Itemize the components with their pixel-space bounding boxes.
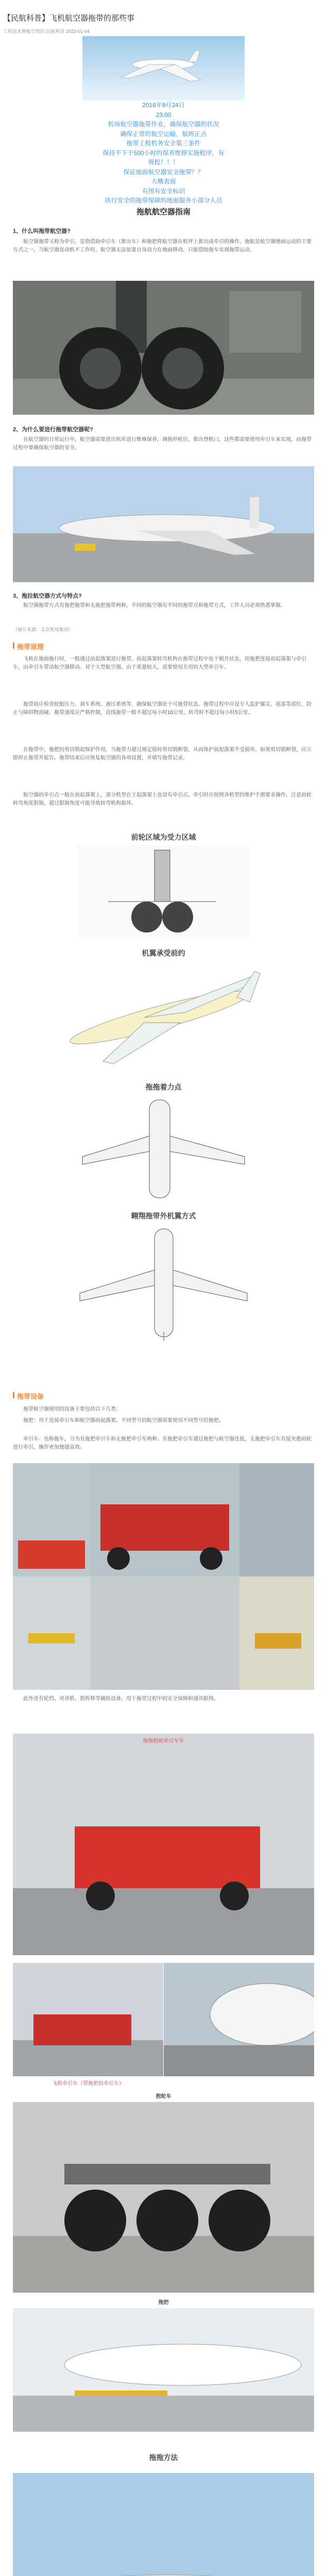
hero-line: 大概表面 (151, 178, 176, 185)
hero-line: 执行安全的拖带保障的地面服务小部分人员 (105, 197, 222, 204)
paragraph: 牵引车：也称拖车，分为有拖把牵引车和无拖把牵引车两种。有拖把牵引车通过拖把与航空器连接，无拖把牵引车直接夹抱前轮进行牵引，操作更加便捷高效。 (13, 1436, 312, 1450)
photo-caption: 拖拖抱轮牵引车车 (143, 1738, 184, 1744)
question-2: 2、为什么要进行拖带航空器呢? (13, 427, 93, 433)
hero-line: 规程！！！ (148, 159, 179, 166)
hero-line: 2018年9月24日 (142, 101, 185, 109)
hero-line: 拖带工程机务安全第三条件 (126, 140, 201, 147)
article-meta (3, 28, 322, 35)
wing-load-diagram (51, 961, 276, 1072)
paragraph: 航空器拖带方式有拖把拖带和无拖把拖带两种，不同的航空器有不同的拖带点和拖带方式，工作人员必须熟悉掌握。 (23, 603, 286, 608)
aircraft-tow-photo (13, 466, 314, 582)
hero-line: 有图有安全标识 (142, 187, 185, 195)
paragraph: 航空器的牵引点一般在前起落架上，部分机型在主起落架上也设有牵引点。牵引时应按照各机型的维护手册要求操作，注意前轮转弯角度限制，超过限制角度可能导致转弯机构损坏。 (13, 792, 312, 806)
section-title: 拖带原理 (17, 643, 44, 651)
figure-caption: 翱翔拖带外机翼方式 (131, 1212, 196, 1220)
photo-caption: 飞机牵引车（带拖把的牵引车） (52, 2081, 124, 2087)
towing-method-diagram (72, 1224, 255, 1342)
photo-caption: 抱轮车 (156, 2094, 171, 2099)
tow-tractor-collage (13, 1463, 314, 1690)
landing-gear-photo (13, 281, 314, 415)
paragraph: 飞机在地面拖行时，一般通过前起落架进行拖带，前起落架转弯机构在拖带过程中处于脱开状态，用拖把连接前起落架与牵引车，由牵引车带动航空器移动。对于大型航空器，由于重量较大，需要使用专用的大型牵引车。 (13, 656, 306, 670)
figure-caption: 机翼承受前约 (142, 949, 185, 957)
paragraph: 此外还有轮挡、对讲机、指挥棒等辅助设备，用于拖带过程中的安全保障和通讯联络。 (23, 1696, 219, 1702)
hero-banner (15, 36, 312, 204)
section-title-guide: 拖航航空器指南 (136, 208, 191, 216)
aircraft-nose-photo (164, 1963, 314, 2076)
tractor-with-towbar-photo (13, 1963, 163, 2076)
meta-prefix: 工程技术师航空知识 (3, 29, 45, 34)
paragraph: 在拖带中，拖把的剪切销起保护作用，当拖带力超过规定值时剪切销断裂，从而保护前起落架不受损坏。如果剪切销断裂，应立即停止拖带并报告。拖带结束后应恢复航空器的各项设置，并填写拖带记录。 (13, 747, 312, 761)
image-source-note: （图片来源：北京机场集团） (13, 627, 74, 632)
section-header-principle (13, 641, 314, 650)
tow-point-diagram (72, 1095, 255, 1200)
figure-caption: 拖拖方法 (149, 2453, 178, 2462)
section-title: 拖带设备 (17, 1393, 44, 1400)
hero-line: 确保正常的航空运输，航班正点 (120, 130, 207, 138)
photo-caption: 拖把 (158, 2300, 169, 2306)
paragraph: 拖带航空器使用的设备主要包括以下几类： (23, 1406, 121, 1412)
figure-caption: 前轮区域为受力区域 (131, 833, 196, 841)
paragraph: 拖带前应检查轮胎压力、刹车系统、液压系统等，确保航空器处于可拖带状态。拖带过程中应设专人监护翼尖、尾部等部位，防止与障碍物刮碰。拖带速度应严格控制，直线拖带一般不超过每小时10公里，转弯时不超过每小时5公里。 (13, 702, 312, 716)
paragraph: 航空器拖带又称为牵引，是指借助牵引车（推出车）和拖把将航空器在机坪上推出或牵引的操作。拖航是航空器地面运动的主要方式之一，当航空器发动机不工作时，航空器无法依靠自身动力在地面移动，只能借助拖车实现拖带运动。 (13, 239, 312, 253)
hero-sky-illustration (15, 36, 312, 103)
figure-caption: 拖拖着力点 (145, 1083, 182, 1091)
question-1: 1、什么叫拖带航空器? (13, 228, 71, 234)
article-title: 【民航科普】飞机航空器拖带的那些事 (3, 14, 135, 23)
wheel-clamp-photo (13, 2102, 314, 2293)
accent-bar (13, 642, 14, 649)
author-link[interactable]: 民航科普 (46, 29, 65, 34)
accent-bar (13, 1392, 14, 1398)
meta-date: 2023-01-04 (66, 29, 90, 34)
hero-line: 23:00 (156, 111, 171, 118)
paragraph: 在航空器的日常运行中，航空器需要进出机库进行维修保养，调换停机位，推出登机口，这些都需要使用牵引车来实现，而拖带过程中要确保航空器的安全。 (13, 437, 312, 451)
towing-method-photo (13, 2473, 314, 2576)
article-header (3, 13, 322, 35)
towbarless-tractor-photo (13, 1734, 314, 1955)
paragraph: 拖把：用于连接牵引车和航空器前起落架，不同型号的航空器需要使用不同型号的拖把。 (23, 1418, 224, 1423)
hero-text (15, 100, 312, 206)
section-header-equipment (13, 1391, 314, 1399)
front-gear-diagram (77, 845, 250, 938)
towbar-photo (13, 2308, 314, 2432)
hero-line: 保持不下于500小时的保养维修实施程序，有 (102, 149, 225, 157)
question-3: 3、拖拉航空器方式与特点? (13, 593, 82, 599)
hero-line: 保证地面航空器安全拖带？？ (123, 168, 204, 176)
hero-line: 机场航空器拖带作业，确保航空器的状况 (108, 121, 219, 128)
